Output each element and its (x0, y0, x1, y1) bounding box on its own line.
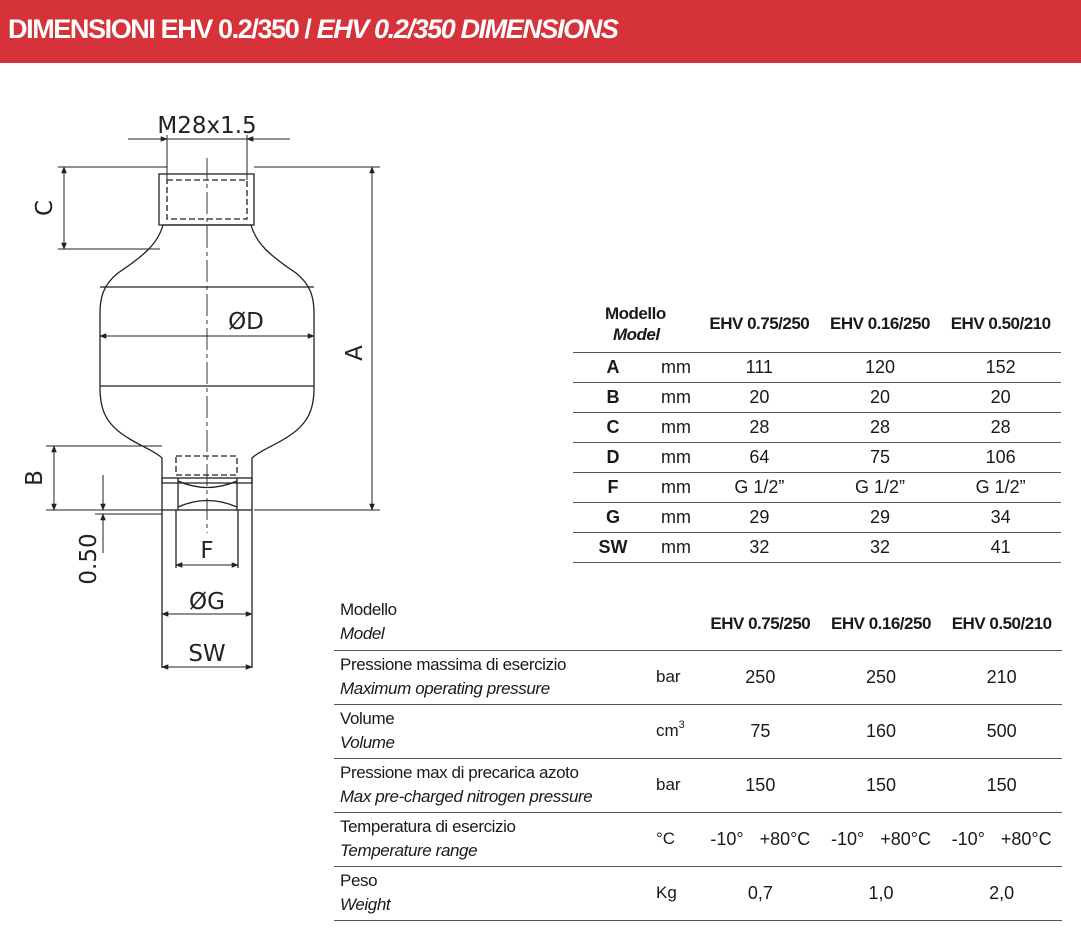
column-header: EHV 0.50/210 (940, 297, 1061, 352)
column-header: EHV 0.75/250 (700, 595, 821, 650)
unit-cell: mm (653, 352, 699, 382)
column-header: EHV 0.16/250 (821, 595, 942, 650)
unit-cell: mm (653, 382, 699, 412)
row-label: Pressione massima di esercizio Maximum operating pressure (334, 650, 652, 704)
unit-cell: bar (652, 758, 700, 812)
page-title: DIMENSIONI EHV 0.2/350 / EHV 0.2/350 DIMENSIONS (8, 14, 618, 44)
dim-a-label: A (342, 345, 368, 361)
value-cell: 29 (699, 502, 820, 532)
value-cell: 150 (821, 758, 942, 812)
value-cell: 152 (940, 352, 1061, 382)
row-label: Peso Weight (334, 866, 652, 920)
dim-b-label: B (22, 470, 48, 486)
value-cell: 64 (699, 442, 820, 472)
clearance-label: 0.50 (76, 533, 102, 585)
table-row (573, 472, 1061, 502)
value-cell: 250 (700, 650, 821, 704)
value-cell: 250 (821, 650, 942, 704)
unit-cell: Kg (652, 866, 700, 920)
table-row (334, 812, 1062, 866)
specifications-table (334, 595, 1062, 921)
model-header: Modello Model (573, 297, 699, 352)
table-row (573, 412, 1061, 442)
unit-cell: mm (653, 502, 699, 532)
value-cell: 32 (699, 532, 820, 562)
value-cell: 1,0 (821, 866, 942, 920)
value-cell: 32 (820, 532, 941, 562)
dim-label: F (573, 472, 653, 502)
value-cell: 0,7 (700, 866, 821, 920)
value-cell: 500 (941, 704, 1062, 758)
table-row (573, 382, 1061, 412)
value-cell: 29 (820, 502, 941, 532)
row-label: Volume Volume (334, 704, 652, 758)
value-cell: 120 (820, 352, 941, 382)
table-header-row (573, 297, 1061, 352)
table-row (334, 650, 1062, 704)
thread-label: M28x1.5 (157, 113, 257, 139)
table-row (334, 866, 1062, 920)
dim-sw-label: SW (188, 641, 226, 667)
row-label: Temperatura di esercizio Temperature range (334, 812, 652, 866)
value-cell: 34 (940, 502, 1061, 532)
column-header: EHV 0.50/210 (941, 595, 1062, 650)
value-cell: -10° +80°C (941, 812, 1062, 866)
value-cell: 75 (820, 442, 941, 472)
value-cell: 41 (940, 532, 1061, 562)
value-cell: 210 (941, 650, 1062, 704)
value-cell: 28 (699, 412, 820, 442)
value-cell: 20 (940, 382, 1061, 412)
table-row (334, 758, 1062, 812)
unit-cell: mm (653, 412, 699, 442)
dim-g-label: ØG (189, 589, 225, 615)
value-cell: G 1/2” (699, 472, 820, 502)
unit-header (652, 595, 700, 650)
model-header: Modello Model (334, 595, 652, 650)
unit-cell: °C (652, 812, 700, 866)
value-cell: 150 (700, 758, 821, 812)
dim-d-label: ØD (228, 309, 264, 335)
value-cell: G 1/2” (940, 472, 1061, 502)
table-row (334, 704, 1062, 758)
value-cell: 2,0 (941, 866, 1062, 920)
dim-label: A (573, 352, 653, 382)
unit-cell: mm (653, 472, 699, 502)
header-banner (0, 0, 1081, 63)
dim-label: D (573, 442, 653, 472)
value-cell: 75 (700, 704, 821, 758)
dim-f-label: F (200, 538, 214, 564)
dim-label: G (573, 502, 653, 532)
column-header: EHV 0.75/250 (699, 297, 820, 352)
dimensions-table (573, 297, 1061, 563)
table-header-row (334, 595, 1062, 650)
dim-c-label: C (32, 199, 58, 217)
unit-cell: mm (653, 532, 699, 562)
table-row (573, 532, 1061, 562)
value-cell: 20 (820, 382, 941, 412)
unit-cell: bar (652, 650, 700, 704)
value-cell: G 1/2” (820, 472, 941, 502)
dim-label: B (573, 382, 653, 412)
row-label: Pressione max di precarica azoto Max pre-charged nitrogen pressure (334, 758, 652, 812)
dim-label: SW (573, 532, 653, 562)
value-cell: 20 (699, 382, 820, 412)
table-row (573, 352, 1061, 382)
value-cell: 28 (820, 412, 941, 442)
value-cell: 28 (940, 412, 1061, 442)
table-row (573, 502, 1061, 532)
value-cell: -10° +80°C (700, 812, 821, 866)
value-cell: 160 (821, 704, 942, 758)
value-cell: -10° +80°C (821, 812, 942, 866)
table-row (573, 442, 1061, 472)
value-cell: 111 (699, 352, 820, 382)
value-cell: 150 (941, 758, 1062, 812)
unit-cell: $cm^3$ (652, 704, 700, 758)
value-cell: 106 (940, 442, 1061, 472)
unit-cell: mm (653, 442, 699, 472)
dim-label: C (573, 412, 653, 442)
column-header: EHV 0.16/250 (820, 297, 941, 352)
